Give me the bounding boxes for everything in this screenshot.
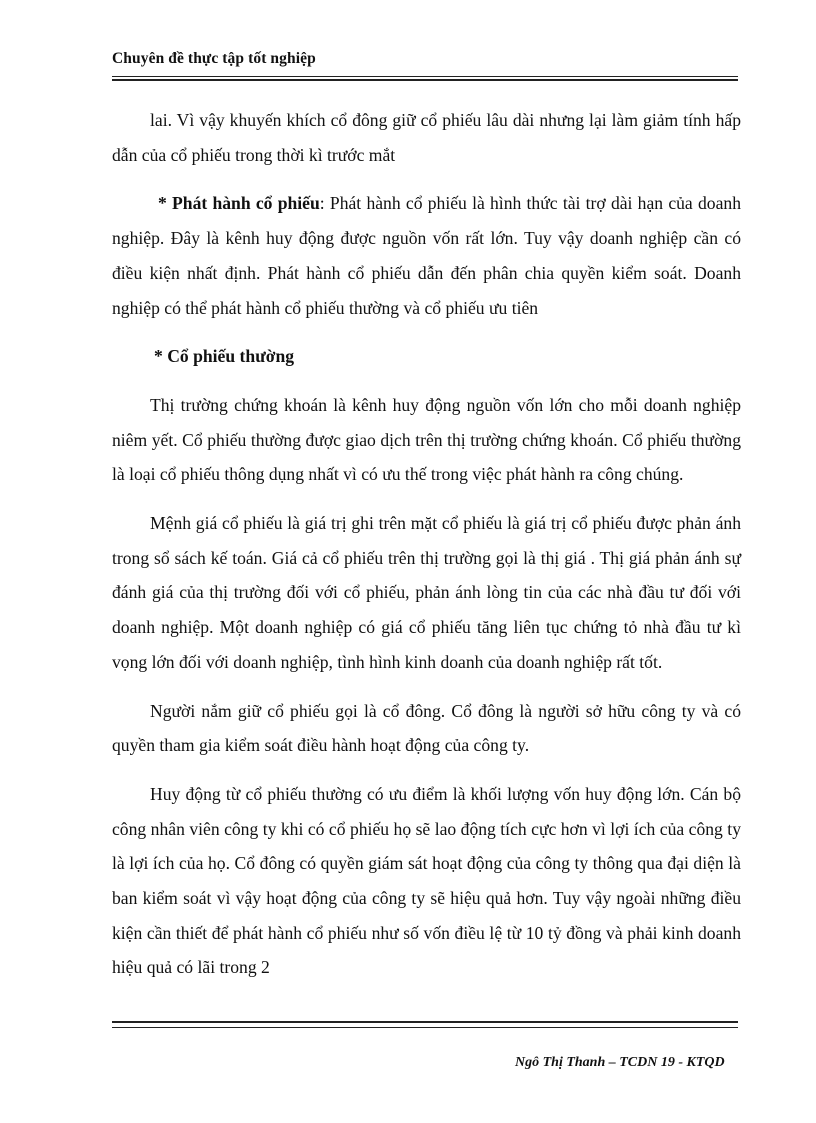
paragraph-6-text: Huy động từ cổ phiếu thường có ưu điểm là khối lượng vốn huy động lớn. Cán bộ công nhân viên công ty khi có cổ phiếu họ sẽ lao động tích cực hơn vì lợi ích của công ty là lợi ích của họ. Cổ đông có quyền giám sát hoạt động của công ty thông qua đại diện là ban kiểm soát vì vậy hoạt động của công ty sẽ hiệu quả hơn. Tuy vậy ngoài những điều kiện cần thiết để phát hành cổ phiếu như số vốn điều lệ từ 10 tỷ đồng và phải kinh doanh hiệu quả có lãi trong 2 (112, 783, 741, 978)
paragraph-3-text: Thị trường chứng khoán là kênh huy động nguồn vốn lớn cho mỗi doanh nghiệp niêm yết. Cổ phiếu thường được giao dịch trên thị trường chứng khoán. Cổ phiếu thường là loại cổ phiếu thông dụng nhất vì có ưu thế trong việc phát hành ra công chúng. (112, 394, 741, 485)
paragraph-4-text: Mệnh giá cổ phiếu là giá trị ghi trên mặt cổ phiếu là giá trị cổ phiếu được phản ánh trong sổ sách kế toán. Giá cả cổ phiếu trên thị trường gọi là thị giá . Thị giá phản ánh sự đánh giá của thị trường đối với cổ phiếu, phản ánh lòng tin của các nhà đầu tư đối với doanh nghiệp. Một doanh nghiệp có giá cổ phiếu tăng liên tục chứng tỏ nhà đầu tư kì vọng lớn đối với doanh nghiệp, tình hình kinh doanh của doanh nghiệp rất tốt. (112, 513, 741, 672)
footer-rule-bottom (112, 1027, 738, 1028)
section-heading: * Cổ phiếu thường (154, 346, 295, 367)
paragraph-1 (112, 103, 741, 172)
paragraph-2-text: : Phát hành cổ phiếu là hình thức tài trợ dài hạn của doanh nghiệp. Đây là kênh huy động được nguồn vốn rất lớn. Tuy vậy doanh nghiệp cần có điều kiện nhất định. Phát hành cổ phiếu dẫn đến phân chia quyền kiểm soát. Doanh nghiệp có thể phát hành cổ phiếu thường và cổ phiếu ưu tiên (112, 193, 741, 318)
body-text (112, 103, 741, 999)
header-rule-bottom (112, 79, 738, 81)
footer-author: Ngô Thị Thanh – TCDN 19 - KTQD (515, 1055, 725, 1070)
paragraph-2-lead: * Phát hành cổ phiếu (158, 193, 320, 214)
paragraph-4 (112, 506, 741, 680)
paragraph-2 (112, 186, 741, 325)
paragraph-1-text: lai. Vì vậy khuyến khích cổ đông giữ cổ phiếu lâu dài nhưng lại làm giảm tính hấp dẫn của cổ phiếu trong thời kì trước mắt (112, 110, 741, 165)
paragraph-5-text: Người nắm giữ cổ phiếu gọi là cổ đông. Cổ đông là người sở hữu công ty và có quyền tham gia kiểm soát điều hành hoạt động của công ty. (112, 700, 741, 756)
paragraph-5 (112, 694, 741, 763)
header-title: Chuyên đề thực tập tốt nghiệp (112, 50, 316, 67)
footer-rule-top (112, 1021, 738, 1023)
paragraph-6 (112, 777, 741, 985)
header-rule-top (112, 76, 738, 77)
paragraph-3 (112, 388, 741, 492)
